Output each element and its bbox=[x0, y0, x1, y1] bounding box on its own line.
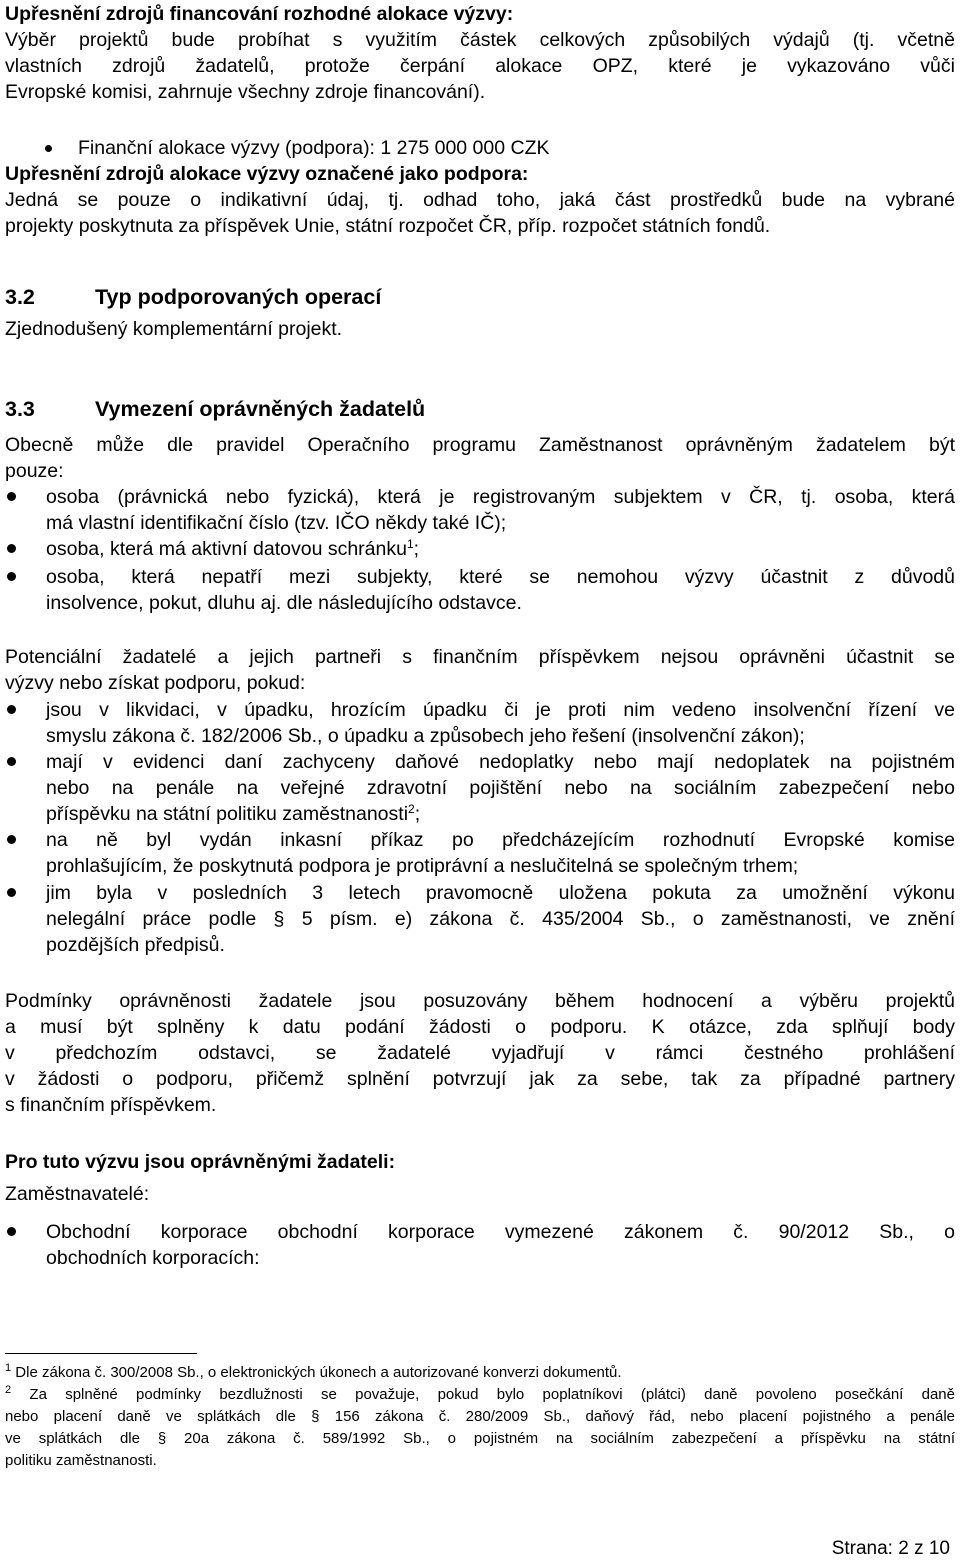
footnote-number: 1 bbox=[5, 1362, 12, 1374]
funding-para-line: Výběr projektů bude probíhat s využitím částek celkových způsobilých výdajů (tj. včetně bbox=[5, 29, 955, 51]
intro-line: pouze: bbox=[5, 460, 64, 482]
list-item bbox=[46, 801, 955, 827]
section-3-2-text: Zjednodušený komplementární projekt. bbox=[5, 318, 343, 340]
bullet-icon bbox=[7, 544, 16, 553]
list-item-line: má vlastní identifikační číslo (tzv. IČO někdy také IČ); bbox=[46, 512, 507, 534]
bullet-icon bbox=[7, 492, 16, 501]
allocation-note-line: projekty poskytnuta za příspěvek Unie, státní rozpočet ČR, příp. rozpočet státních fondů. bbox=[5, 215, 771, 237]
eligible-heading: Pro tuto výzvu jsou oprávněnými žadateli: bbox=[5, 1151, 396, 1173]
list-item-line: osoba (právnická nebo fyzická), která je registrovaným subjektem v ČR, tj. osoba, která bbox=[46, 486, 955, 508]
conditions-line: v předchozím odstavci, se žadatelé vyjadřují v rámci čestného prohlášení bbox=[5, 1042, 955, 1064]
section-title: Typ podporovaných operací bbox=[95, 285, 382, 309]
footnote-line: nebo placení daně ve splátkách dle § 156 zákona č. 280/2009 Sb., daňový řád, nebo placení pojistného a penále bbox=[5, 1408, 955, 1425]
footnote-text: Za splněné podmínky bezdlužnosti se považuje, pokud bylo poplatníkovi (plátci) daně povoleno posečkání daně bbox=[29, 1386, 955, 1403]
list-item-line: mají v evidenci daní zachyceny daňové nedoplatky nebo mají nedoplatek na pojistném bbox=[46, 751, 955, 773]
bullet-icon bbox=[45, 145, 52, 152]
list-item-line: osoba, která nepatří mezi subjekty, které se nemohou výzvy účastnit z důvodů bbox=[46, 566, 955, 588]
list-item-line: na ně byl vydán inkasní příkaz po předcházejícím rozhodnutí Evropské komise bbox=[46, 829, 955, 851]
list-item-line: jim byla v posledních 3 letech pravomocně uložena pokuta za umožnění výkonu bbox=[46, 882, 955, 904]
list-item-line: obchodních korporacích: bbox=[46, 1247, 260, 1269]
list-item-text: příspěvku na státní politiku zaměstnanosti bbox=[46, 803, 409, 825]
list-item-line: nebo na penále na veřejné zdravotní pojištění nebo na sociálním zabezpečení nebo bbox=[46, 777, 955, 799]
funding-para-line: vlastních zdrojů žadatelů, protože čerpání alokace OPZ, které je vykazováno vůči bbox=[5, 55, 955, 77]
section-title: Vymezení oprávněných žadatelů bbox=[95, 397, 426, 421]
footnote bbox=[5, 1385, 955, 1405]
list-item-line: jsou v likvidaci, v úpadku, hrozícím úpadku či je proti nim vedeno insolvenční řízení ve bbox=[46, 699, 955, 721]
bullet-icon bbox=[7, 1227, 16, 1236]
list-item-line: prohlašujícím, že poskytnutá podpora je protiprávní a neslučitelná se společným trhem; bbox=[46, 855, 799, 877]
footnote-line: politiku zaměstnanosti. bbox=[5, 1452, 157, 1469]
list-item-suffix: ; bbox=[414, 803, 421, 825]
exclusion-intro-line: výzvy nebo získat podporu, pokud: bbox=[5, 672, 306, 694]
list-item-line: insolvence, pokut, dluhu aj. dle následujícího odstavce. bbox=[46, 592, 522, 614]
page-number: Strana: 2 z 10 bbox=[831, 1538, 950, 1559]
exclusion-intro-line: Potenciální žadatelé a jejich partneři s finančním příspěvkem nejsou oprávněni účastnit se bbox=[5, 646, 955, 668]
list-item bbox=[46, 536, 955, 562]
conditions-line: Podmínky oprávněnosti žadatele jsou posuzovány během hodnocení a výběru projektů bbox=[5, 990, 955, 1012]
employers-label: Zaměstnavatelé: bbox=[5, 1183, 150, 1205]
bullet-icon bbox=[7, 572, 16, 581]
list-item-line: Obchodní korporace obchodní korporace vymezené zákonem č. 90/2012 Sb., o bbox=[46, 1221, 955, 1243]
conditions-line: v žádosti o podporu, přičemž splnění potvrzují jak za sebe, tak za případné partnery bbox=[5, 1068, 955, 1090]
section-3-2-heading bbox=[5, 284, 955, 310]
section-3-3-heading bbox=[5, 396, 955, 422]
footnote-separator bbox=[5, 1353, 197, 1354]
footnote bbox=[5, 1363, 955, 1383]
footnote-number: 2 bbox=[5, 1384, 12, 1396]
list-item-line: nelegální práce podle § 5 písm. e) zákona č. 435/2004 Sb., o zaměstnanosti, ve znění bbox=[46, 908, 955, 930]
conditions-line: s finančním příspěvkem. bbox=[5, 1094, 217, 1116]
footnote-text: Dle zákona č. 300/2008 Sb., o elektronických úkonech a autorizované konverzi dokumentů. bbox=[15, 1364, 622, 1381]
list-item-suffix: ; bbox=[413, 538, 420, 560]
bullet-icon bbox=[7, 757, 16, 766]
list-item-line: pozdějších předpisů. bbox=[46, 934, 225, 956]
footnote-ref[interactable]: 1 bbox=[406, 537, 414, 551]
bullet-icon bbox=[7, 888, 16, 897]
allocation-note-line: Jedná se pouze o indikativní údaj, tj. odhad toho, jaká část prostředků bude na vybrané bbox=[5, 189, 955, 211]
intro-line: Obecně může dle pravidel Operačního programu Zaměstnanost oprávněným žadatelem být bbox=[5, 434, 955, 456]
funding-para-line: Evropské komisi, zahrnuje všechny zdroje financování). bbox=[5, 81, 486, 103]
footnote-line: ve splátkách dle § 20a zákona č. 589/1992 Sb., o pojistném na sociálním zabezpečení a příspěvku na státní bbox=[5, 1430, 955, 1447]
funding-heading: Upřesnění zdrojů financování rozhodné alokace výzvy: bbox=[5, 3, 514, 25]
bullet-icon bbox=[7, 835, 16, 844]
bullet-icon bbox=[7, 705, 16, 714]
allocation-item: Finanční alokace výzvy (podpora): 1 275 000 000 CZK bbox=[78, 137, 550, 159]
list-item-line: smyslu zákona č. 182/2006 Sb., o úpadku a způsobech jeho řešení (insolvenční zákon); bbox=[46, 725, 805, 747]
footnote-ref[interactable]: 2 bbox=[408, 802, 415, 816]
conditions-line: a musí být splněny k datu podání žádosti o podporu. K otázce, zda splňují body bbox=[5, 1016, 955, 1038]
list-item-text: osoba, která má aktivní datovou schránku bbox=[46, 538, 407, 560]
allocation-subheading: Upřesnění zdrojů alokace výzvy označené jako podpora: bbox=[5, 163, 529, 185]
section-number: 3.2 bbox=[5, 285, 35, 309]
section-number: 3.3 bbox=[5, 397, 35, 421]
